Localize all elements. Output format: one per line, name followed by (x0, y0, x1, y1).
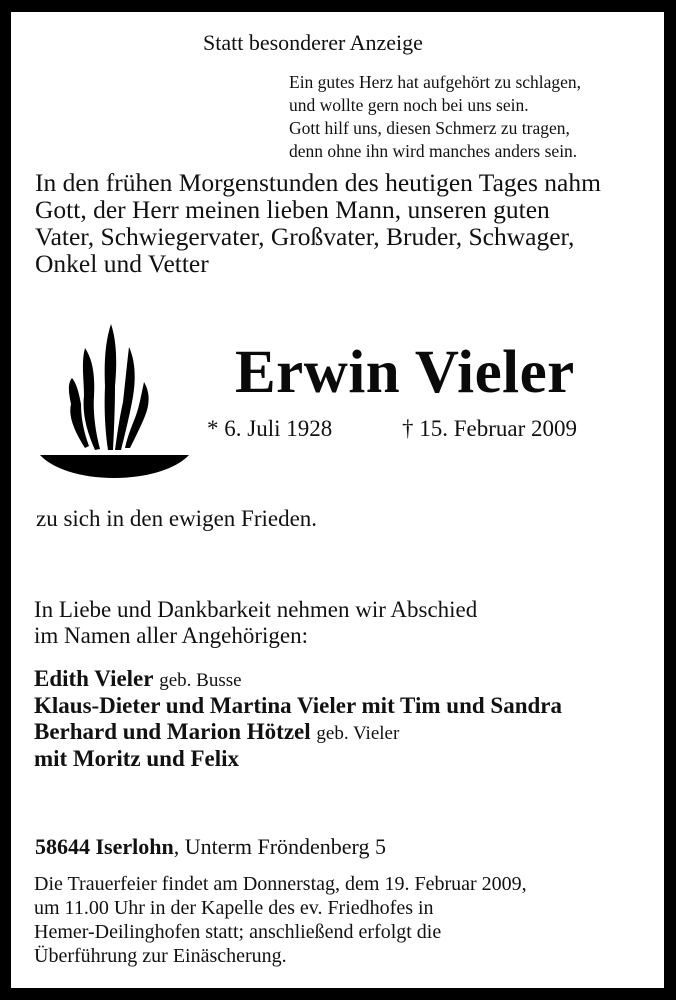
farewell-line: In Liebe und Dankbarkeit nehmen wir Abschied (34, 597, 478, 622)
ceremony-info (34, 872, 527, 968)
intro-text (35, 169, 601, 277)
family-member-name: Klaus-Dieter und Martina Vieler mit Tim und Sandra (34, 692, 562, 718)
poem-line: Gott hilf uns, diesen Schmerz zu tragen, (289, 118, 570, 138)
poem-line: denn ohne ihn wird manches anders sein. (289, 141, 578, 161)
family-list (34, 666, 562, 772)
family-member (34, 693, 562, 720)
farewell-line: im Namen aller Angehörigen: (34, 623, 309, 648)
death-date: † 15. Februar 2009 (402, 416, 578, 441)
ceremony-line: um 11.00 Uhr in der Kapelle des ev. Friedhofes in (34, 897, 434, 919)
intro-line: Onkel und Vetter (35, 249, 209, 278)
intro-line: In den frühen Morgenstunden des heutigen Tages nahm (35, 168, 601, 197)
family-member-note: geb. Busse (159, 670, 242, 691)
family-member (34, 746, 562, 773)
address-city: 58644 Iserlohn (35, 834, 174, 859)
family-member (34, 719, 562, 746)
address (35, 836, 386, 858)
intro-line: Vater, Schwiegervater, Großvater, Bruder, Schwager, (35, 222, 575, 251)
family-member-name: Edith Vieler (34, 666, 154, 691)
deceased-name: Erwin Vieler (235, 339, 575, 406)
ceremony-line: Überführung zur Einäscherung. (34, 945, 287, 967)
family-member (34, 666, 562, 693)
family-member-name: mit Moritz und Felix (34, 745, 240, 771)
poem (289, 71, 581, 163)
ceremony-line: Hemer-Deilinghofen statt; anschließend erfolgt die (34, 921, 442, 943)
poem-line: Ein gutes Herz hat aufgehört zu schlagen, (289, 72, 582, 92)
obituary-notice (11, 12, 664, 988)
notice-header: Statt besonderer Anzeige (203, 30, 423, 55)
address-street: , Unterm Fröndenberg 5 (173, 834, 386, 859)
intro-line: Gott, der Herr meinen lieben Mann, unseren guten (35, 195, 550, 224)
ceremony-line: Die Trauerfeier findet am Donnerstag, dem 19. Februar 2009, (34, 873, 527, 895)
rest-line: zu sich in den ewigen Frieden. (36, 506, 318, 531)
family-member-note: geb. Vieler (316, 723, 400, 744)
birth-date: * 6. Juli 1928 (207, 416, 333, 441)
flame-bowl-icon (29, 312, 199, 482)
family-member-name: Berhard und Marion Hötzel (34, 719, 311, 744)
poem-line: und wollte gern noch bei uns sein. (289, 95, 529, 115)
farewell-text (34, 597, 477, 649)
